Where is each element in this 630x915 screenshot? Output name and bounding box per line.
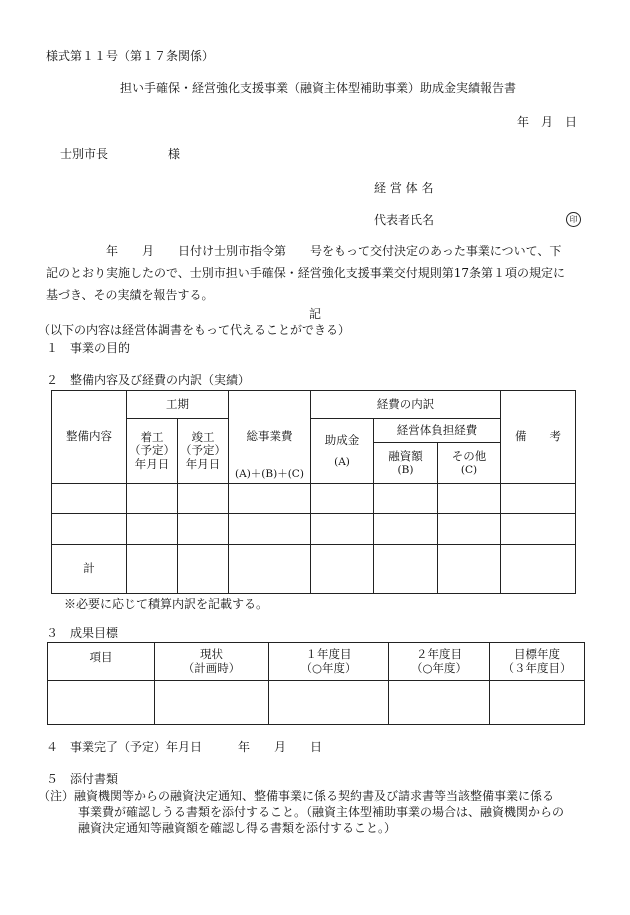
col-burden: 経営体負担経費 — [374, 419, 501, 443]
col-remarks: 備 考 — [501, 391, 576, 484]
col-loan: 融資額 (B) — [374, 443, 438, 484]
col-year2: ２年度目 （○年度） — [389, 643, 490, 681]
targets-table — [47, 642, 585, 725]
section-4-completion: ４ 事業完了（予定）年月日 年 月 日 — [46, 740, 323, 754]
intro-line-2: 記のとおり実施したので、士別市担い手確保・経営強化支援事業交付規則第17条第１項の規定に — [46, 266, 566, 280]
col-subsidy: 助成金 (A) — [311, 419, 374, 484]
attachment-note-line-2: 事業費が確認しうる書類を添付すること。（融資主体型補助事業の場合は、融資機関からの — [78, 805, 565, 819]
section-5-attachments: ５ 添付書類 — [46, 772, 119, 786]
addressee: 士別市長 様 — [60, 147, 181, 161]
col-item: 項目 — [48, 643, 155, 681]
section-2-expenses: ２ 整備内容及び経費の内訳（実績） — [46, 373, 251, 387]
section-1-purpose: １ 事業の目的 — [46, 341, 131, 355]
ki-heading: 記 — [309, 307, 322, 321]
attachment-note-line-3: 融資決定通知等融資額を確認し得る書類を添付すること。） — [78, 821, 397, 835]
col-total: 総事業費 (A)＋(B)＋(C) — [229, 391, 311, 484]
expense-table — [51, 390, 576, 594]
total-label: 計 — [52, 545, 127, 594]
col-current: 現状 （計画時） — [155, 643, 269, 681]
col-content: 整備内容 — [52, 391, 127, 484]
seal-icon: 印 — [566, 212, 581, 227]
report-date: 年 月 日 — [517, 115, 578, 129]
entity-name-label: 経 営 体 名 — [374, 181, 434, 195]
col-other: その他 (C) — [438, 443, 501, 484]
table-row — [52, 484, 576, 514]
intro-line-3: 基づき、その実績を報告する。 — [46, 288, 214, 302]
representative-label: 代表者氏名 — [374, 213, 435, 227]
attachment-note-line-1: （注）融資機関等からの融資決定通知、整備事業に係る契約書及び請求書等当該整備事業に係る — [38, 789, 555, 803]
col-end: 竣工 （予定） 年月日 — [178, 419, 229, 484]
expense-footnote: ※必要に応じて積算内訳を記載する。 — [64, 597, 269, 611]
col-period: 工期 — [127, 391, 229, 419]
section-3-targets: ３ 成果目標 — [46, 626, 119, 640]
col-breakdown: 経費の内訳 — [311, 391, 501, 419]
col-target-year: 目標年度 （３年度目） — [490, 643, 585, 681]
document-title: 担い手確保・経営強化支援事業（融資主体型補助事業）助成金実績報告書 — [120, 81, 517, 95]
substitution-note: （以下の内容は経営体調書をもって代えることができる） — [38, 323, 351, 337]
intro-paragraph — [46, 240, 594, 306]
table-row — [52, 514, 576, 545]
col-year1: １年度目 （○年度） — [269, 643, 389, 681]
form-number: 様式第１１号（第１７条関係） — [46, 49, 215, 63]
col-start: 着工 （予定） 年月日 — [127, 419, 178, 484]
intro-line-1: 年 月 日付け士別市指令第 号をもって交付決定のあった事業について、下 — [106, 244, 562, 258]
total-row — [52, 545, 576, 594]
table-row — [48, 681, 585, 725]
col-total-formula: (A)＋(B)＋(C) — [235, 467, 304, 480]
